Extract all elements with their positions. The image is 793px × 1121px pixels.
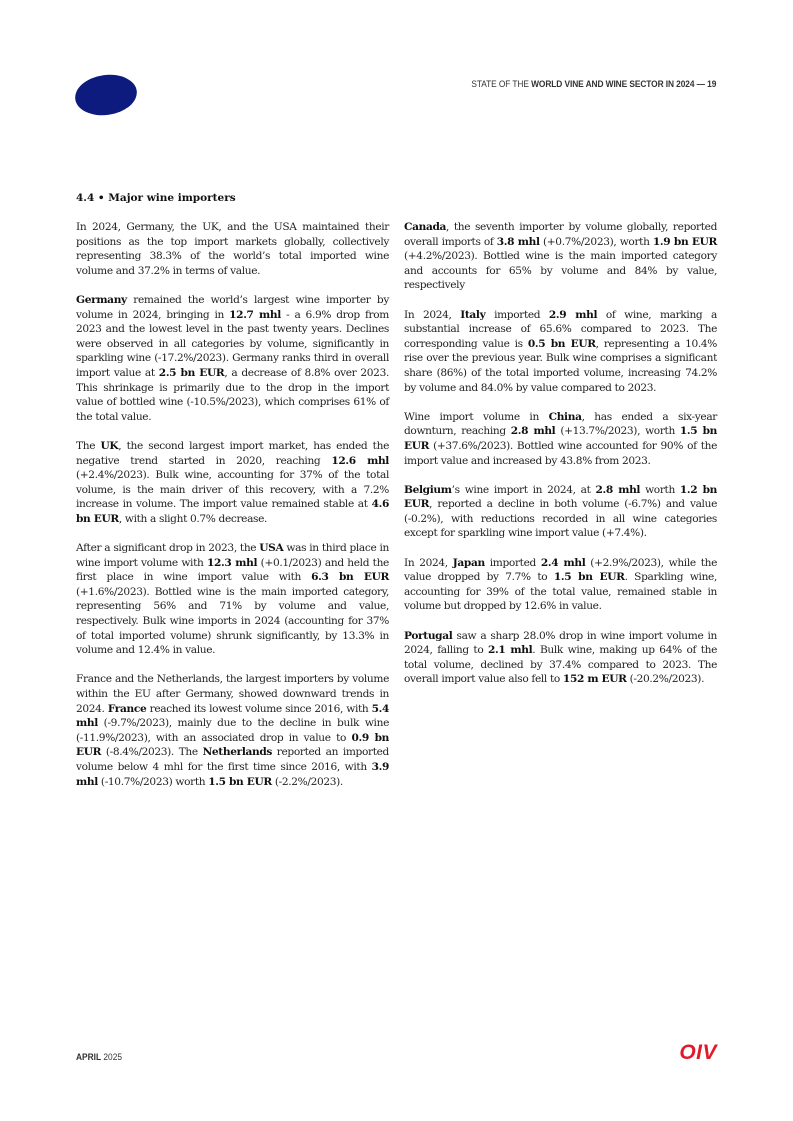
- country-canada: Canada: [404, 221, 447, 233]
- country-japan: Japan: [452, 556, 485, 569]
- country-germany: Germany: [76, 293, 127, 306]
- header-prefix: STATE OF THE: [471, 79, 531, 90]
- country-italy: Italy: [460, 308, 486, 321]
- paragraph-japan: In 2024, Japan imported 2.4 mhl (+2.9%/2023), while the value dropped by 7.7% to 1.5 bn EUR. Sparkling wine, accounting for 39% of the total value, remained stable in volume but dropped by 12.6% in value.: [404, 556, 718, 613]
- paragraph-uk: The UK, the second largest import market, has ended the negative trend started in 2020, reaching 12.6 mhl (+2.4%/2023). Bulk wine, accounting for 37% of the total volume, is the main driver of this recovery, with a 7.2% increase in volume. The import value remained stable at 4.6 bn EUR, with a slight 0.7% decrease.: [76, 439, 389, 525]
- paragraph-intro: In 2024, Germany, the UK, and the USA maintained their positions as the top import markets globally, collectively representing 38.3% of the world’s total imported wine volume and 37.2% in terms of value.: [76, 221, 389, 277]
- section-title: 4.4 • Major wine importers: [76, 192, 236, 204]
- country-portugal: Portugal: [404, 629, 453, 642]
- oval-logo-mark: [73, 71, 140, 119]
- oiv-logo: OIV: [679, 1041, 717, 1064]
- country-usa: USA: [259, 542, 284, 555]
- paragraph-portugal: Portugal saw a sharp 28.0% drop in wine import volume in 2024, falling to 2.1 mhl. Bulk wine, making up 64% of the total volume, declined by 37.4% compared to 2023. The overall import value also fell to 152 m EUR (-20.2%/2023).: [404, 629, 718, 686]
- paragraph-germany: Germany remained the world’s largest wine importer by volume in 2024, bringing in 12.7 mhl - a 6.9% drop from 2023 and the lowest level in the past twenty years. Declines were observed in all categories by volume, significantly in sparkling wine (-17.2%/2023). Germany ranks third in overall import value at 2.5 bn EUR, a decrease of 8.8% over 2023. This shrinkage is primarily due to the drop in the import value of bottled wine (-10.5%/2023), which comprises 61% of the total value.: [76, 293, 389, 423]
- country-uk: UK: [100, 439, 119, 452]
- paragraph-france-netherlands: France and the Netherlands, the largest importers by volume within the EU after Germany, showed downward trends in 2024. France reached its lowest volume since 2016, with 5.4 mhl (-9.7%/2023), mainly due to the decline in bulk wine (-11.9%/2023), with an associated drop in value to 0.9 bn EUR (-8.4%/2023). The Netherlands reported an imported volume below 4 mhl for the first time since 2016, with 3.9 mhl (-10.7%/2023) worth 1.5 bn EUR (-2.2%/2023).: [76, 673, 389, 788]
- country-belgium: Belgium: [404, 483, 452, 496]
- country-france: France: [107, 702, 147, 715]
- paragraph-italy: In 2024, Italy imported 2.9 mhl of wine, marking a substantial increase of 65.6% compared to 2023. The corresponding value is 0.5 bn EUR, representing a 10.4% rise over the previous year. Bulk wine comprises a significant share (86%) of the total imported volume, increasing 74.2% by volume and 84.0% by value compared to 2023.: [404, 308, 717, 394]
- footer-date: APRIL 2025: [76, 1052, 123, 1063]
- paragraph-belgium: Belgium’s wine import in 2024, at 2.8 mhl worth 1.2 bn EUR, reported a decline in both volume (-6.7%) and value (-0.2%), with reductions recorded in all wine categories except for sparkling wine import value (+7.4%).: [404, 483, 717, 540]
- paragraph-usa: After a significant drop in 2023, the USA was in third place in wine import volume with 12.3 mhl (+0.1/2023) and held the first place in wine import value with 6.3 bn EUR (+1.6%/2023). Bottled wine is the main imported category, representing 56% and 71% by volume and value, respectively. Bulk wine imports in 2024 (accounting for 37% of total imported volume) shrunk significantly, by 13.3% in volume and 12.4% in value.: [76, 542, 389, 657]
- header-title: WORLD VINE AND WINE SECTOR IN 2024 — 19: [530, 79, 716, 90]
- right-column: [404, 220, 717, 702]
- country-china: China: [548, 410, 582, 423]
- paragraph-china: Wine import volume in China, has ended a six-year downturn, reaching 2.8 mhl (+13.7%/2023), worth 1.5 bn EUR (+37.6%/2023). Bottled wine accounted for 90% of the import value and increased by 43.8% from 2023.: [404, 410, 718, 467]
- left-column: [76, 220, 389, 804]
- paragraph-canada: Canada, the seventh importer by volume globally, reported overall imports of 3.8 mhl (+0.7%/2023), worth 1.9 bn EUR (+4.2%/2023). Bottled wine is the main imported category and accounts for 65% by volume and 84% by value, respectively: [404, 221, 717, 292]
- page-header: [471, 79, 716, 90]
- country-netherlands: Netherlands: [202, 746, 273, 759]
